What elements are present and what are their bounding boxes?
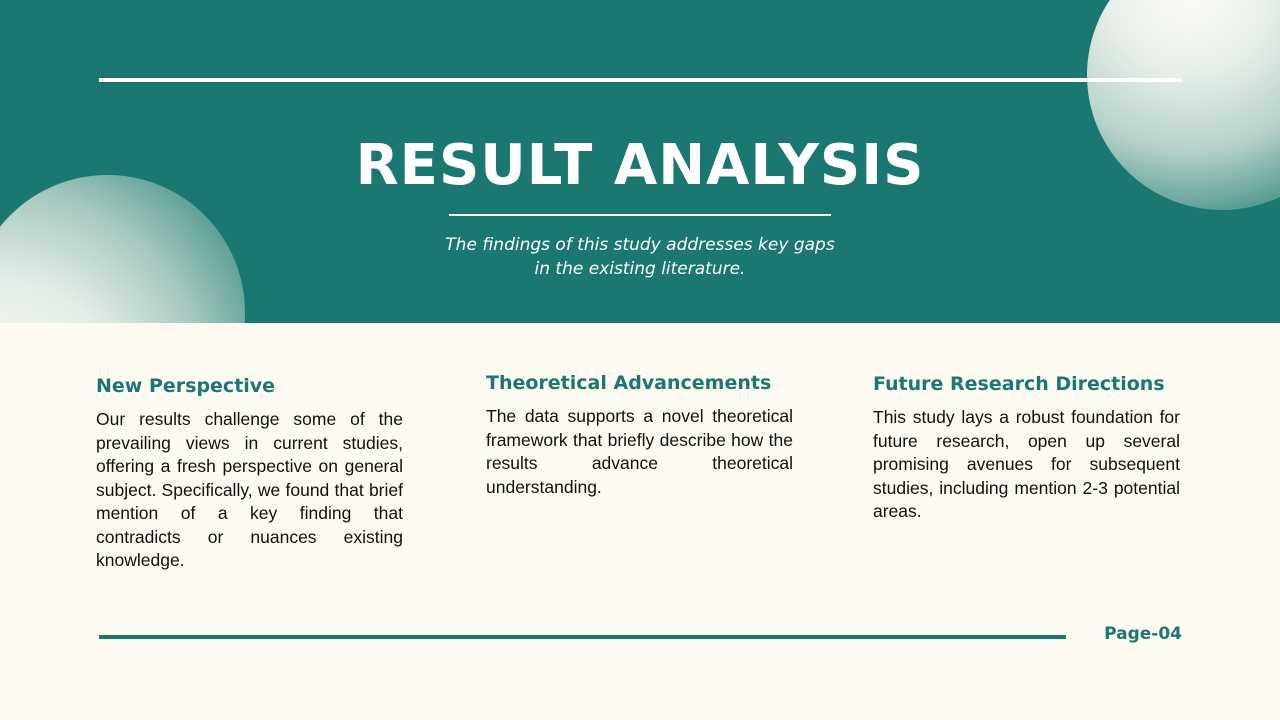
column-body: Our results challenge some of the prevailing views in current studies, offering a fresh perspective on general subject. Specifically, we found that brief mention of a key finding that contradicts or nuances existing knowledge. — [96, 409, 403, 570]
top-divider-line — [99, 78, 1181, 82]
slide-title: RESULT ANALYSIS — [355, 133, 925, 198]
column-body: This study lays a robust foundation for future research, open up several promising avenues for subsequent studies, including mention 2-3 potential areas. — [873, 407, 1180, 521]
footer-divider-line — [99, 635, 1066, 639]
column-theoretical-advancements — [486, 369, 793, 499]
column-heading: New Perspective — [96, 375, 276, 397]
title-underline — [449, 214, 831, 216]
column-future-research-directions — [873, 370, 1180, 524]
column-new-perspective — [96, 372, 403, 573]
page-number: Page-04 — [1104, 624, 1182, 644]
column-heading: Future Research Directions — [873, 373, 1165, 395]
column-body: The data supports a novel theoretical framework that briefly describe how the results advance theoretical understanding. — [486, 406, 793, 497]
column-heading: Theoretical Advancements — [486, 372, 772, 394]
slide-subtitle: The findings of this study addresses key gaps in the existing literature. — [445, 235, 835, 279]
